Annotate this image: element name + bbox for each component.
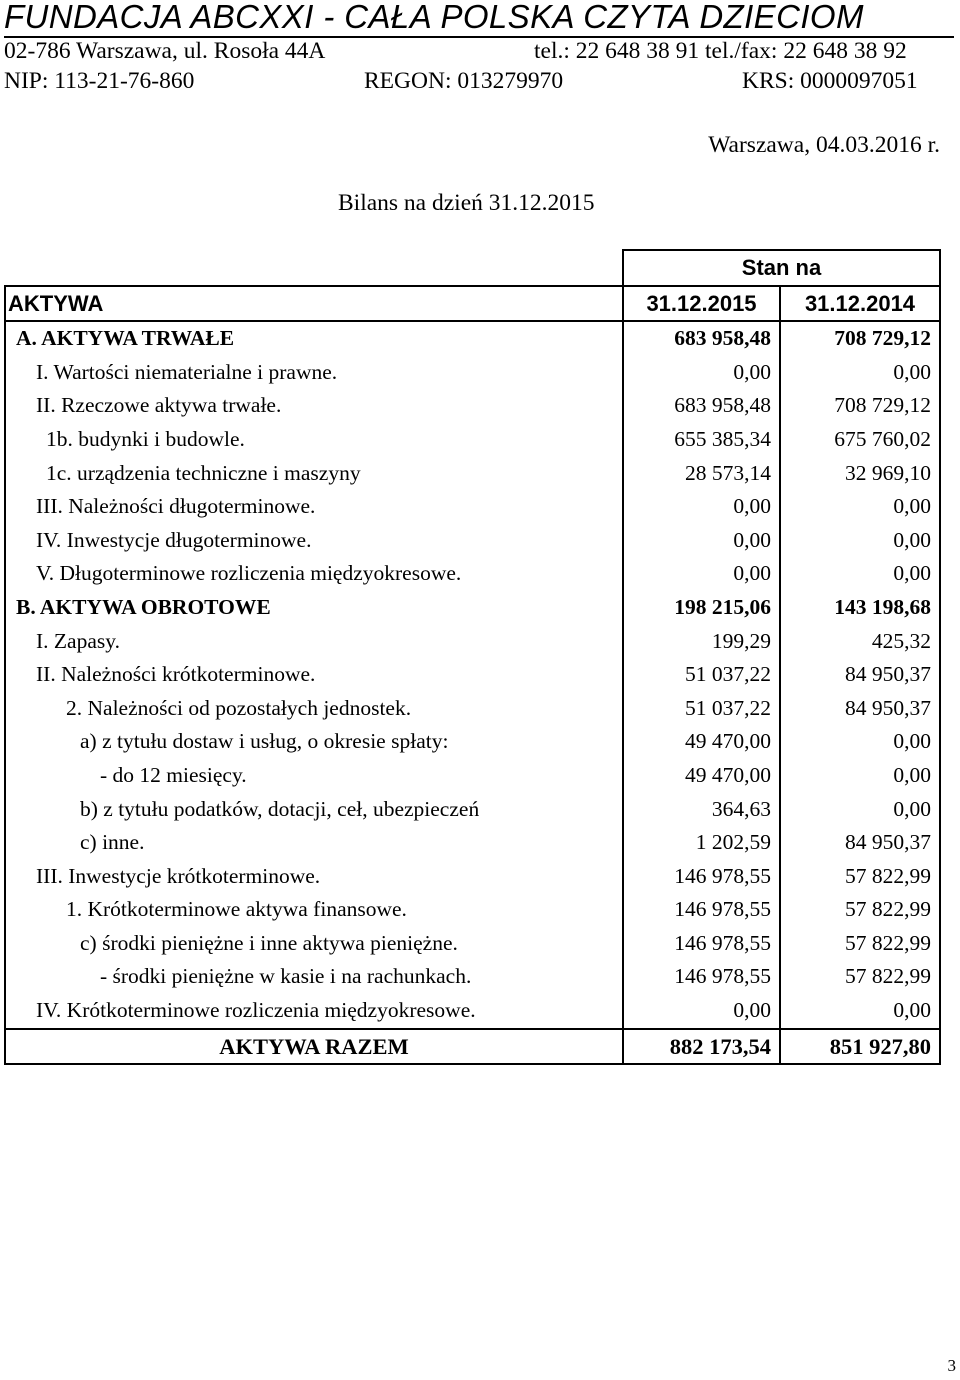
row-value-2015: 198 215,06 [623,591,780,625]
row-value-2015: 49 470,00 [623,725,780,759]
row-value-2014: 84 950,37 [780,658,940,692]
row-label: B. AKTYWA OBROTOWE [5,591,623,625]
document-title: Bilans na dzień 31.12.2015 [338,190,595,216]
table-row [5,692,940,726]
row-value-2015: 51 037,22 [623,658,780,692]
row-value-2015: 49 470,00 [623,759,780,793]
address: 02-786 Warszawa, ul. Rosoła 44A [4,38,326,64]
row-label: - środki pieniężne w kasie i na rachunkach. [5,960,623,994]
row-value-2015: 146 978,55 [623,860,780,894]
table-row [5,389,940,423]
row-label: A. AKTYWA TRWAŁE [5,321,623,356]
section-label-aktywa: AKTYWA [5,286,623,322]
row-label: V. Długoterminowe rozliczenia międzyokresowe. [5,557,623,591]
total-value-2014: 851 927,80 [780,1029,940,1065]
row-value-2014: 84 950,37 [780,692,940,726]
column-header-2015: 31.12.2015 [623,286,780,322]
column-header-2014: 31.12.2014 [780,286,940,322]
row-value-2015: 28 573,14 [623,457,780,491]
row-value-2014: 675 760,02 [780,423,940,457]
row-value-2014: 32 969,10 [780,457,940,491]
row-label: IV. Krótkoterminowe rozliczenia międzyokresowe. [5,994,623,1029]
row-value-2015: 364,63 [623,793,780,827]
row-label: I. Zapasy. [5,625,623,659]
row-label: 1b. budynki i budowle. [5,423,623,457]
row-value-2014: 0,00 [780,759,940,793]
organization-name: FUNDACJA ABCXXI - CAŁA POLSKA CZYTA DZIECIOM [4,0,864,35]
row-value-2014: 57 822,99 [780,893,940,927]
row-value-2015: 146 978,55 [623,960,780,994]
row-value-2014: 708 729,12 [780,321,940,356]
table-row [5,524,940,558]
total-label: AKTYWA RAZEM [5,1029,623,1065]
row-label: c) inne. [5,826,623,860]
row-value-2015: 51 037,22 [623,692,780,726]
table-row [5,658,940,692]
row-value-2014: 84 950,37 [780,826,940,860]
row-label: c) środki pieniężne i inne aktywa pieniężne. [5,927,623,961]
row-value-2015: 0,00 [623,557,780,591]
table-row [5,927,940,961]
row-value-2014: 708 729,12 [780,389,940,423]
row-value-2015: 655 385,34 [623,423,780,457]
table-row [5,321,940,356]
document-date: Warszawa, 04.03.2016 r. [708,132,940,158]
row-value-2014: 57 822,99 [780,960,940,994]
table-row [5,625,940,659]
table-row [5,557,940,591]
phone-numbers: tel.: 22 648 38 91 tel./fax: 22 648 38 92 [534,38,907,64]
balance-sheet-table [4,249,941,1065]
table-row [5,356,940,390]
table-row [5,893,940,927]
row-value-2015: 146 978,55 [623,927,780,961]
regon-number: REGON: 013279970 [364,68,564,94]
row-value-2014: 57 822,99 [780,927,940,961]
row-label: II. Należności krótkoterminowe. [5,658,623,692]
table-row [5,994,940,1029]
row-value-2014: 0,00 [780,356,940,390]
row-value-2014: 0,00 [780,793,940,827]
row-label: I. Wartości niematerialne i prawne. [5,356,623,390]
row-value-2015: 0,00 [623,356,780,390]
total-row [5,1029,940,1065]
row-value-2014: 143 198,68 [780,591,940,625]
row-value-2015: 0,00 [623,524,780,558]
row-value-2015: 146 978,55 [623,893,780,927]
row-value-2015: 683 958,48 [623,321,780,356]
row-label: III. Inwestycje krótkoterminowe. [5,860,623,894]
row-label: - do 12 miesięcy. [5,759,623,793]
table-row [5,725,940,759]
row-value-2015: 1 202,59 [623,826,780,860]
table-header-stan-na [5,250,940,286]
table-row [5,759,940,793]
stan-na-header: Stan na [623,250,940,286]
row-label: 1c. urządzenia techniczne i maszyny [5,457,623,491]
total-value-2015: 882 173,54 [623,1029,780,1065]
row-value-2014: 57 822,99 [780,860,940,894]
table-column-headers [5,286,940,322]
row-label: II. Rzeczowe aktywa trwałe. [5,389,623,423]
row-label: IV. Inwestycje długoterminowe. [5,524,623,558]
krs-number: KRS: 0000097051 [742,68,918,94]
table-row [5,457,940,491]
table-row [5,960,940,994]
nip-number: NIP: 113-21-76-860 [4,68,195,94]
row-value-2014: 0,00 [780,490,940,524]
row-value-2014: 425,32 [780,625,940,659]
row-value-2015: 683 958,48 [623,389,780,423]
table-row [5,860,940,894]
table-row [5,793,940,827]
row-label: 2. Należności od pozostałych jednostek. [5,692,623,726]
row-value-2015: 0,00 [623,490,780,524]
row-value-2014: 0,00 [780,557,940,591]
row-label: b) z tytułu podatków, dotacji, ceł, ubezpieczeń [5,793,623,827]
row-value-2015: 199,29 [623,625,780,659]
row-label: 1. Krótkoterminowe aktywa finansowe. [5,893,623,927]
page-number: 3 [947,1356,956,1375]
row-value-2014: 0,00 [780,524,940,558]
row-value-2014: 0,00 [780,994,940,1029]
table-row [5,826,940,860]
row-label: a) z tytułu dostaw i usług, o okresie spłaty: [5,725,623,759]
table-row [5,591,940,625]
table-row [5,490,940,524]
table-row [5,423,940,457]
row-value-2014: 0,00 [780,725,940,759]
row-label: III. Należności długoterminowe. [5,490,623,524]
row-value-2015: 0,00 [623,994,780,1029]
